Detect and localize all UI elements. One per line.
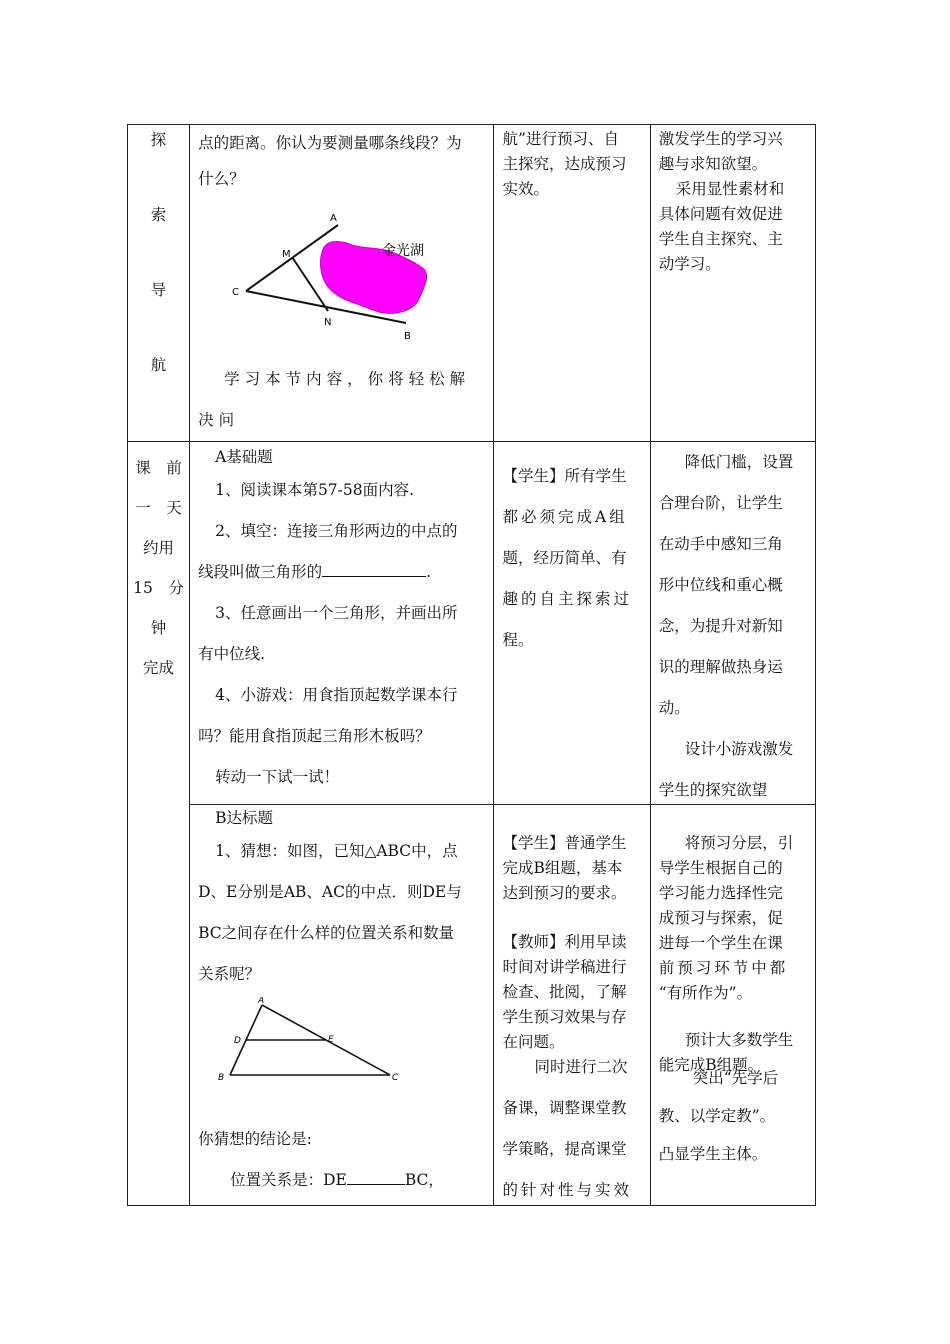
- stage-char: 探: [150, 131, 167, 149]
- activity-line: 备课，调整课堂教: [502, 1099, 627, 1117]
- question-line: D、E分别是AB、AC的中点．则DE与: [198, 883, 462, 901]
- point-label-a: A: [330, 213, 337, 224]
- activity-line: 【学生】所有学生: [502, 467, 627, 485]
- intent-line: 念，为提升对新知: [658, 617, 783, 635]
- question-line: 4、小游戏：用食指顶起数学课本行: [215, 686, 458, 704]
- activity-line: 程。: [502, 631, 534, 649]
- activity-line: 时间对讲学稿进行: [502, 958, 627, 976]
- intent-line: 采用显性素材和: [675, 180, 785, 198]
- stage-label-explore: [128, 127, 189, 427]
- intent-cell-row2: [650, 442, 815, 805]
- activity-line: 学生预习效果与存: [502, 1008, 627, 1026]
- section-title: B达标题: [215, 809, 273, 827]
- intent-cell-row3: [650, 805, 815, 1206]
- point-label-c: C: [232, 287, 240, 298]
- activity-line: 达到预习的要求。: [502, 884, 627, 902]
- intent-line: “有所作为”。: [658, 984, 753, 1002]
- question-text: .: [426, 563, 432, 581]
- content-cell-row2: [190, 442, 493, 805]
- intent-line: 学习能力选择性完: [658, 884, 783, 902]
- content-line: 什么？: [198, 170, 245, 188]
- intent-line: 能完成B组题。: [658, 1056, 764, 1074]
- intent-line: 突出“先学后: [692, 1069, 779, 1087]
- stage-char: 钟: [150, 619, 167, 637]
- stage-char: 课 前: [135, 459, 182, 477]
- table-row: [128, 442, 816, 805]
- stage-char: 航: [150, 356, 167, 374]
- stage-char: 索: [150, 206, 167, 224]
- point-label-e: E: [328, 1035, 334, 1045]
- question-line: 转动一下试一试！: [215, 768, 340, 786]
- point-label-n: N: [324, 317, 332, 328]
- question-line: 吗？能用食指顶起三角形木板吗？: [198, 727, 431, 745]
- intent-line: 激发学生的学习兴: [658, 130, 783, 148]
- content-cell-row1: [190, 125, 493, 442]
- stage-cell-preclass: [128, 442, 190, 1206]
- point-label-d: D: [234, 1036, 242, 1046]
- intent-line: 凸显学生主体。: [658, 1145, 768, 1163]
- point-label-b: B: [404, 331, 411, 342]
- lake-label: 金光湖: [382, 243, 425, 259]
- point-label-c: C: [392, 1073, 399, 1081]
- intent-line: 导学生根据自己的: [658, 859, 783, 877]
- intent-line: 设计小游戏激发: [684, 740, 794, 758]
- stage-label-preclass: [128, 448, 189, 688]
- question-line: 有中位线.: [198, 645, 266, 663]
- question-text: 线段叫做三角形的: [198, 563, 323, 581]
- content-cell-row3: [190, 805, 493, 1206]
- activity-line: 【学生】普通学生: [502, 834, 627, 852]
- content-line: 学习本节内容，你将轻松解决问: [198, 370, 471, 429]
- activity-line: 主探究，达成预习: [502, 155, 627, 173]
- triangle-abc-figure: [210, 997, 410, 1081]
- activity-line: 都必须完成A组: [502, 508, 628, 526]
- intent-line: 识的理解做热身运: [658, 658, 783, 676]
- intent-line: 具体问题有效促进: [658, 205, 783, 223]
- intent-line: 教、以学定教”。: [658, 1107, 776, 1125]
- question-line: 1、猜想：如图，已知△ABC中，点: [215, 842, 458, 860]
- intent-line: 进每一个学生在课: [658, 934, 783, 952]
- relation-text: BC，: [404, 1171, 444, 1189]
- intent-line: 成预习与探索，促: [658, 909, 783, 927]
- stage-char: 完成: [143, 659, 175, 677]
- intent-line: 将预习分层，引: [684, 834, 794, 852]
- intent-line: 学生自主探究、主: [658, 230, 783, 248]
- activity-line: 完成B组题，基本: [502, 859, 623, 877]
- intent-line: 形中位线和重心概: [658, 576, 783, 594]
- activity-line: 【教师】利用早读: [502, 933, 627, 951]
- question-line: [198, 552, 488, 593]
- question-line: BC之间存在什么样的位置关系和数量: [198, 924, 455, 942]
- section-title: A基础题: [215, 448, 273, 466]
- relation-text: 位置关系是：DE: [230, 1171, 347, 1189]
- stage-char: 约用: [143, 539, 175, 557]
- question-line: 关系呢？: [198, 965, 261, 983]
- conclusion-label: 你猜想的结论是:: [198, 1130, 312, 1148]
- intent-line: 前预习环节中都: [658, 959, 789, 977]
- intent-line: 动学习。: [658, 255, 721, 273]
- question-line: 1、阅读课本第57-58面内容.: [215, 481, 415, 499]
- activity-line: 的针对性与实效: [502, 1181, 633, 1199]
- point-label-a: A: [258, 997, 265, 1006]
- answer-blank: [322, 562, 426, 577]
- activity-line: 趣的自主探索过: [502, 590, 633, 608]
- stage-char: 15 分: [133, 579, 184, 597]
- activity-line: 学策略，提高课堂: [502, 1140, 627, 1158]
- intent-line: 预计大多数学生: [684, 1031, 794, 1049]
- activity-cell-row1: [493, 125, 650, 442]
- intent-line: 学生的探究欲望: [658, 781, 768, 799]
- lake-measurement-figure: [212, 209, 482, 343]
- intent-line: 降低门槛，设置: [684, 453, 794, 471]
- question-line: 2、填空：连接三角形两边的中点的: [215, 522, 458, 540]
- activity-line: 题，经历简单、有: [502, 549, 627, 567]
- intent-line: 合理台阶，让学生: [658, 494, 783, 512]
- activity-line: 同时进行二次: [534, 1058, 628, 1076]
- content-line: 点的距离。你认为要测量哪条线段？为: [198, 134, 462, 152]
- activity-line: 在问题。: [502, 1033, 565, 1051]
- question-line: 3、任意画出一个三角形，并画出所: [215, 604, 458, 622]
- stage-cell-explore: [128, 125, 190, 442]
- table-row: [128, 125, 816, 442]
- activity-cell-row2: [493, 442, 650, 805]
- activity-cell-row3: [493, 805, 650, 1206]
- table-row: [128, 805, 816, 1206]
- answer-blank: [347, 1170, 405, 1185]
- intent-line: 趣与求知欲望。: [658, 155, 768, 173]
- lesson-plan-table: [127, 124, 816, 1206]
- intent-line: 在动手中感知三角: [658, 535, 783, 553]
- stage-char: 导: [150, 281, 167, 299]
- stage-char: 一 天: [135, 499, 182, 517]
- point-label-b: B: [218, 1073, 225, 1081]
- intent-line: 动。: [658, 699, 690, 717]
- point-label-m: M: [282, 249, 291, 260]
- activity-line: 实效。: [502, 180, 550, 198]
- activity-line: 检查、批阅，了解: [502, 983, 627, 1001]
- activity-line: 航”进行预习、自: [502, 130, 619, 148]
- intent-cell-row1: [650, 125, 815, 442]
- position-relation-line: [198, 1160, 488, 1201]
